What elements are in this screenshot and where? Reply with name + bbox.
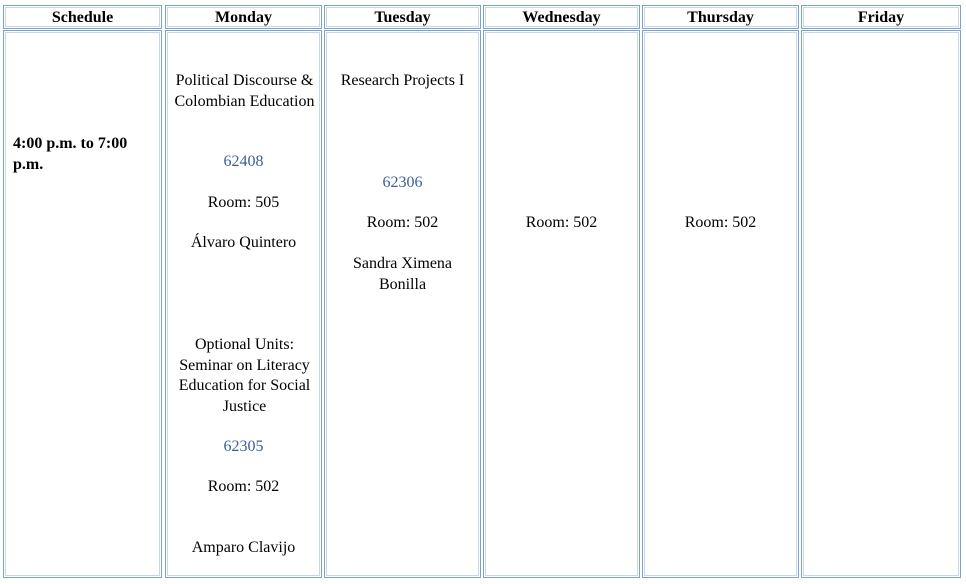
monday-course1-code: 62408 [223, 153, 264, 170]
monday-course2-teacher: Amparo Clavijo [191, 539, 296, 556]
thursday-room: Room: 502 [684, 214, 757, 231]
header-monday [165, 5, 322, 29]
tuesday-title: Research Projects I [340, 72, 465, 89]
header-thursday [642, 5, 799, 29]
header-wednesday [483, 5, 640, 29]
schedule-cell [3, 30, 162, 578]
monday-course1-room: Room: 505 [207, 194, 280, 211]
tuesday-cell [324, 30, 481, 578]
wednesday-cell [483, 30, 640, 578]
header-friday [801, 5, 961, 29]
tuesday-teacher: Sandra Ximena Bonilla [352, 255, 453, 293]
header-friday-label: Friday [857, 9, 905, 26]
header-monday-label: Monday [215, 9, 272, 26]
schedule-time: 4:00 p.m. to 7:00 p.m. [13, 135, 128, 173]
header-schedule [3, 5, 162, 29]
schedule-table [3, 3, 963, 579]
monday-course1-teacher: Álvaro Quintero [190, 234, 297, 251]
tuesday-code: 62306 [382, 174, 423, 191]
header-schedule-label: Schedule [51, 9, 114, 26]
monday-cell [165, 30, 322, 578]
header-thursday-label: Thursday [687, 9, 754, 26]
header-tuesday [324, 5, 481, 29]
wednesday-room: Room: 502 [525, 214, 598, 231]
header-wednesday-label: Wednesday [522, 9, 601, 26]
tuesday-room: Room: 502 [366, 214, 439, 231]
monday-course1-title: Political Discourse & Colombian Education [174, 72, 315, 110]
thursday-cell [642, 30, 799, 578]
monday-course2-room: Room: 502 [207, 478, 280, 495]
monday-course2-code: 62305 [223, 438, 264, 455]
header-tuesday-label: Tuesday [374, 9, 431, 26]
monday-course2-title: Optional Units: Seminar on Literacy Education for Social Justice [178, 336, 311, 415]
friday-cell [801, 30, 961, 578]
